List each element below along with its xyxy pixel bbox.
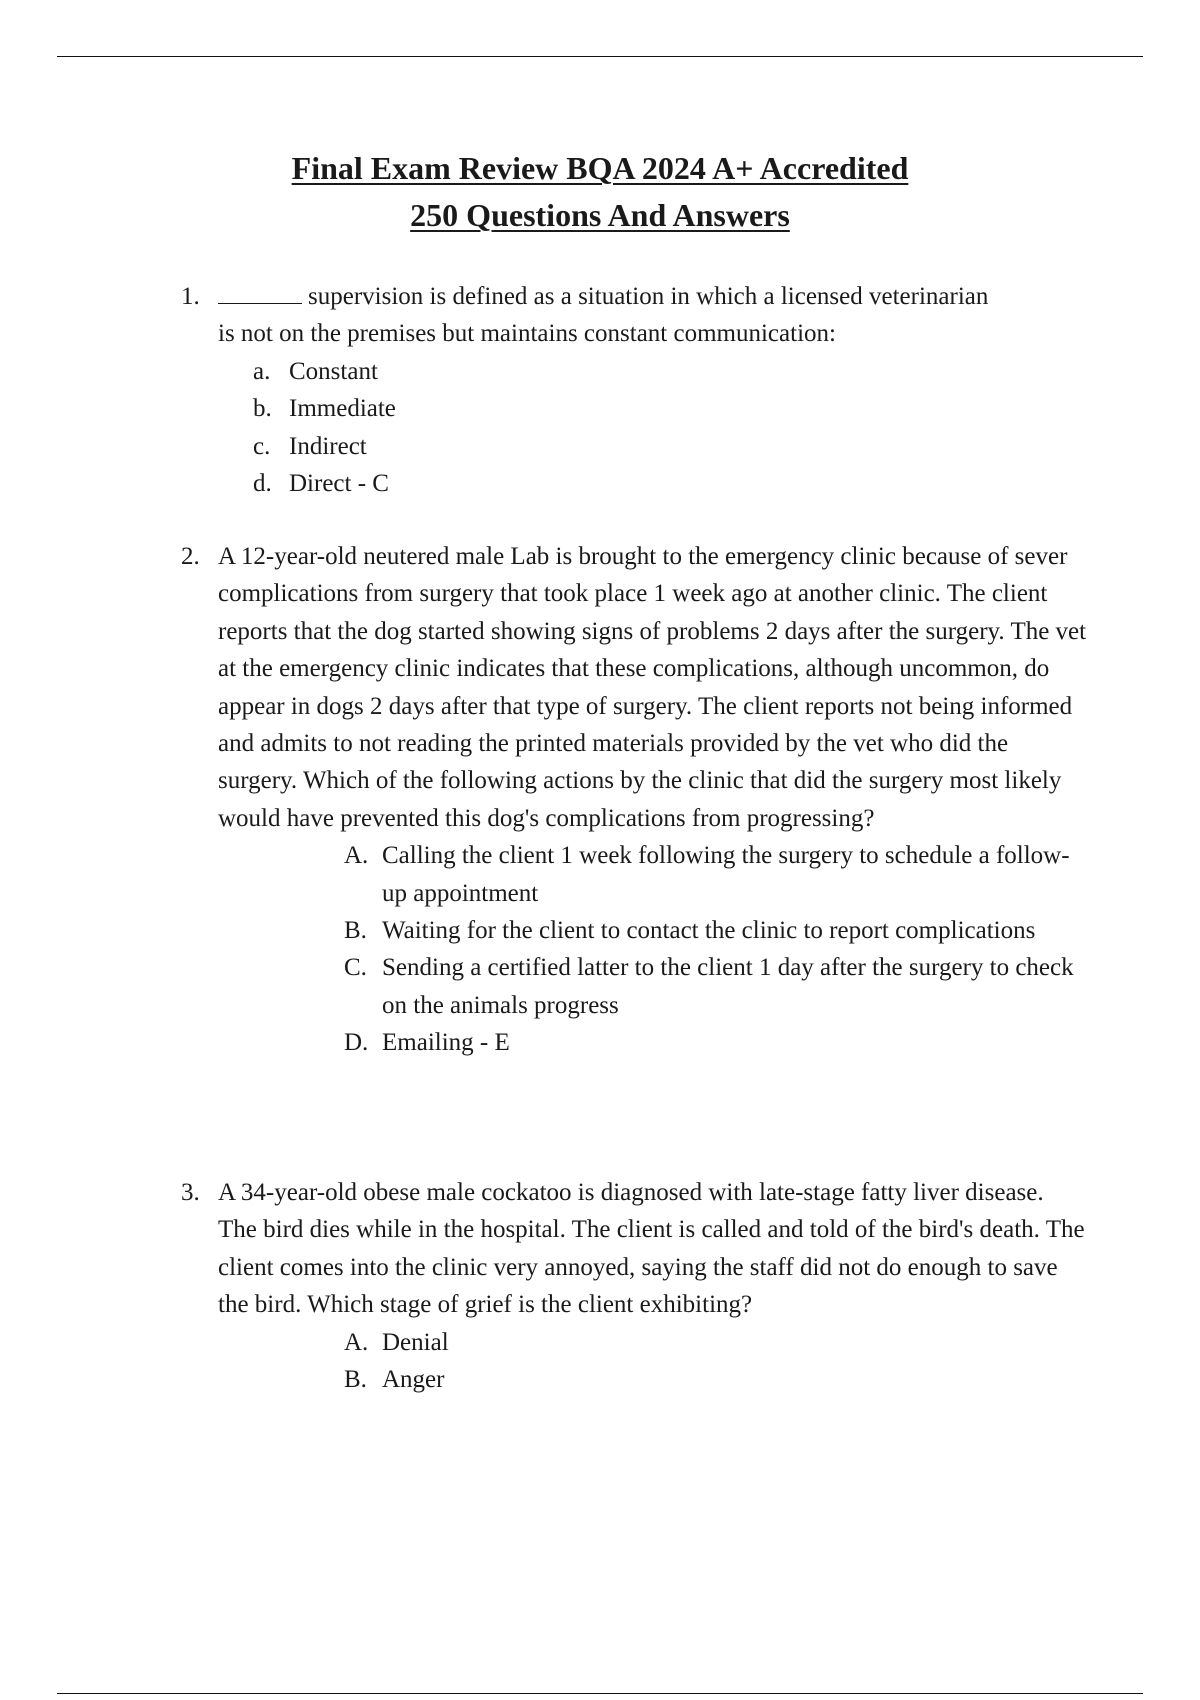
option-d [253, 465, 1200, 502]
footer-rule [57, 1693, 1143, 1694]
header-rule [57, 56, 1143, 57]
option-letter: B. [344, 1366, 367, 1394]
option-text: Waiting for the client to contact the clinic to report complications [382, 917, 1036, 945]
option-text: Direct - C [289, 470, 389, 498]
option-d [344, 1024, 1074, 1061]
option-text: Sending a certified latter to the client 1 day after the surgery to check on the animals progress [382, 954, 1074, 1019]
option-letter: d. [253, 470, 272, 498]
option-text: Emailing - E [382, 1029, 510, 1057]
option-text: Indirect [289, 432, 367, 460]
option-letter: a. [253, 357, 271, 385]
option-text: Immediate [289, 395, 396, 423]
option-letter: c. [253, 432, 271, 460]
option-c [344, 949, 1074, 1024]
document-title-line-1: Final Exam Review BQA 2024 A+ Accredited [291, 150, 909, 186]
answer-blank [218, 281, 302, 304]
question-text: A 12-year-old neutered male Lab is brought to the emergency clinic because of sever complications from surgery that took place 1 week ago at another clinic. The client reports that the dog started showing signs of problems 2 days after the surgery. The vet at the emergency clinic indicates that these complications, although uncommon, do appear in dogs 2 days after that type of surgery. The client reports not being informed and admits to not reading the printed materials provided by the vet who did the surgery. Which of the following actions by the clinic that did the surgery most likely would have prevented this dog's complications from progressing? [218, 543, 1087, 832]
option-letter: D. [344, 1029, 369, 1057]
question-1 [0, 278, 1200, 502]
question-number: 2. [181, 543, 200, 570]
option-text: Constant [289, 357, 378, 385]
option-text: Calling the client 1 week following the surgery to schedule a follow-up appointment [382, 842, 1070, 907]
question-2 [0, 538, 1200, 1062]
option-b [344, 1361, 1074, 1398]
option-text: Anger [382, 1366, 445, 1394]
option-list [253, 353, 1200, 503]
option-letter: B. [344, 917, 367, 945]
option-letter: C. [344, 954, 367, 982]
option-list [344, 1324, 1074, 1399]
question-text-part2: is not on the premises but maintains constant communication: [218, 320, 836, 348]
option-list [344, 837, 1074, 1061]
option-a [253, 353, 1200, 390]
option-a [344, 1324, 1074, 1361]
question-number: 3. [181, 1179, 200, 1206]
question-text-part1: supervision is defined as a situation in which a licensed veterinarian [308, 283, 989, 310]
option-a [344, 837, 1074, 912]
option-text: Denial [382, 1328, 449, 1356]
question-text: A 34-year-old obese male cockatoo is diagnosed with late-stage fatty liver disease. The bird dies while in the hospital. The client is called and told of the bird's death. The client comes into the clinic very annoyed, saying the staff did not do enough to save the bird. Which stage of grief is the client exhibiting? [218, 1179, 1085, 1319]
question-3 [0, 1174, 1200, 1398]
option-letter: b. [253, 395, 272, 423]
option-b [253, 390, 1200, 427]
option-letter: A. [344, 1328, 369, 1356]
option-letter: A. [344, 842, 369, 870]
option-b [344, 912, 1074, 949]
question-number: 1. [181, 283, 200, 310]
document-title-line-2: 250 Questions And Answers [410, 197, 790, 233]
question-text [218, 278, 1088, 353]
option-c [253, 428, 1200, 465]
